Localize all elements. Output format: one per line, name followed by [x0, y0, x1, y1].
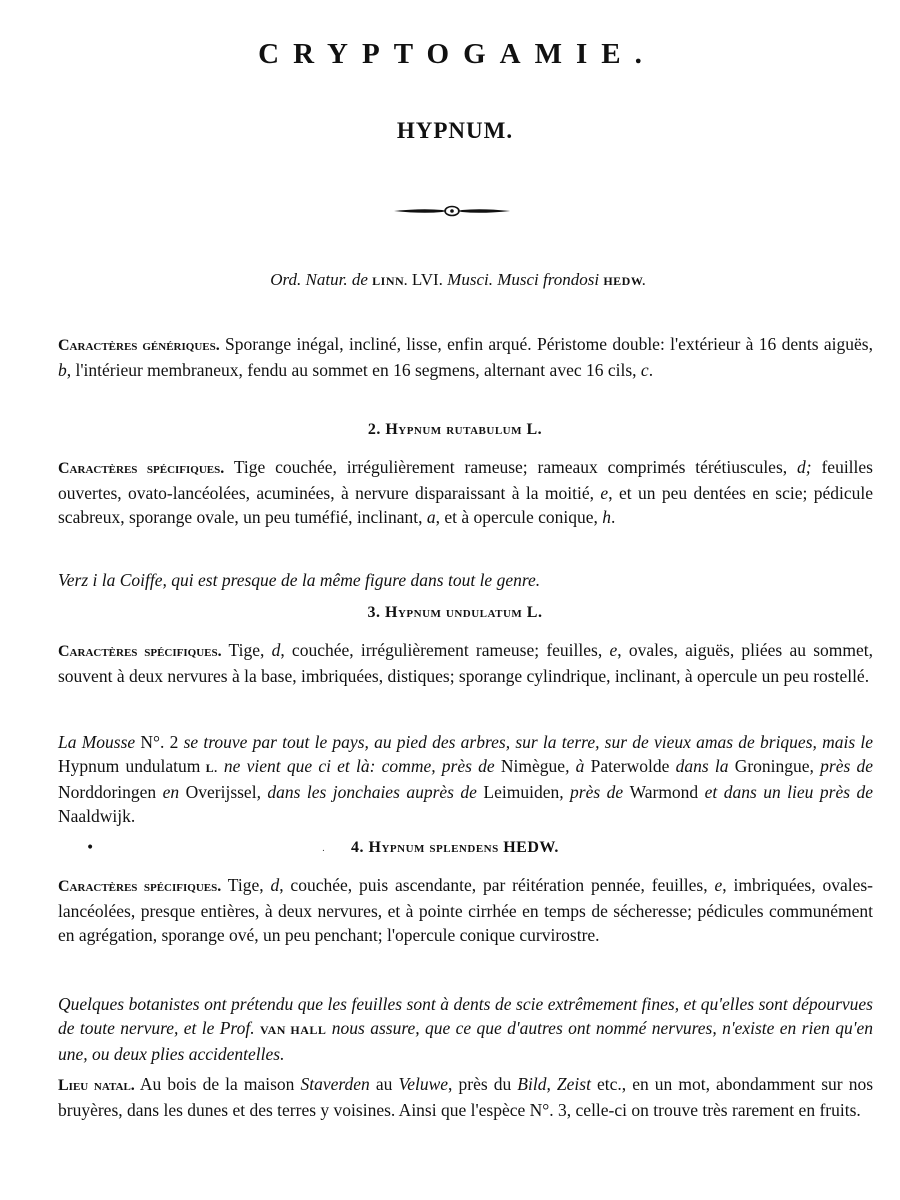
- place-name: Warmond: [629, 782, 699, 802]
- figure-ref: d: [271, 640, 281, 660]
- habitat-end: .: [130, 806, 136, 826]
- species-text: , et à opercule conique,: [435, 507, 603, 527]
- generic-text: Sporange inégal, incliné, lisse, enfin arqué. Péristome double: l'extérieur à 16 dents aiguës,: [219, 334, 873, 354]
- generic-label: Caractères génériques.: [58, 337, 220, 354]
- place-name: Naaldwijk: [58, 806, 131, 826]
- habitat-text: , à: [565, 756, 591, 776]
- habitat-text: en: [156, 782, 186, 802]
- habitat-text: ne vient que ci et là: comme, près de: [217, 756, 501, 776]
- habitat-text: , dans les jonchaies auprès de: [256, 782, 484, 802]
- generic-characters: [58, 332, 873, 382]
- species-text: , couchée, puis ascendante, par réitération pennée, feuilles,: [279, 875, 715, 895]
- place-name: Zeist: [556, 1074, 591, 1094]
- habitat-text: , près de: [559, 782, 630, 802]
- habitat-number: N°. 2: [140, 732, 179, 752]
- habitat-text: se trouve par tout le pays, au pied des arbres, sur la terre, sur de vieux amas de briques, mais le: [178, 732, 873, 752]
- place-name: Nimègue: [500, 756, 566, 776]
- habitat-text: , près de: [809, 756, 874, 776]
- species-text: , ovales, aiguës, pliées au sommet, souvent à deux nervures à la base, imbriquées, distiques; sporange cylindrique, inclinant, à opercule un peu rostellé.: [58, 640, 874, 686]
- figure-ref: b: [58, 360, 67, 380]
- place-name: Veluwe: [398, 1074, 449, 1094]
- species-heading-2: 2. Hypnum rutabulum L.: [367, 421, 543, 438]
- genus-title: HYPNUM.: [396, 118, 514, 143]
- species-text: Tige,: [221, 875, 271, 895]
- figure-ref: e: [600, 483, 609, 503]
- generic-text-2: , l'intérieur membraneux, fendu au sommet en 16 segmens, alternant avec 16 cils,: [66, 360, 641, 380]
- stray-speck: .: [322, 844, 325, 854]
- species-text: , couchée, irrégulièrement rameuse; feuilles,: [280, 640, 610, 660]
- figure-ref: e: [609, 640, 618, 660]
- figure-ref: h: [602, 507, 612, 527]
- lieu-text: etc., en un mot, abondamment sur nos bruyères, dans les dunes et des terres y voisines. Ainsi que l'espèce N°. 3, celle-ci on trouve très rarement en fruits.: [58, 1074, 874, 1120]
- lieu-natal: [58, 1072, 873, 1122]
- order-frondosi: Musci frondosi: [492, 270, 604, 289]
- place-name: Groningue: [734, 756, 810, 776]
- order-line: [0, 270, 900, 290]
- lieu-text: Au bois de la maison: [134, 1074, 301, 1094]
- lieu-label: Lieu natal.: [58, 1077, 135, 1094]
- species-4-note: [58, 992, 873, 1066]
- species-2-note: Verz i la Coiffe, qui est presque de la même figure dans tout le genre.: [58, 570, 541, 590]
- note-text: nous assure, que ce que d'autres ont nommé nervures, n'existe en rien qu'en une, ou deux plies accidentelles.: [58, 1018, 873, 1064]
- order-hedw: HEDW.: [603, 274, 646, 288]
- specific-label: Caractères spécifiques.: [58, 460, 225, 477]
- place-name: Norddoringen: [58, 782, 157, 802]
- species-2-characters: [58, 455, 873, 529]
- lieu-text: ,: [546, 1074, 557, 1094]
- species-text: , imbriquées, ovales-lancéolées, presque entières, à deux nervures, et à pointe cirrhée en temps de sécheresse; pédicules communément en agrégation, sporange ové, un peu penchant; l'opercule conique curvirostre.: [58, 875, 873, 945]
- habitat-author: L.: [200, 761, 218, 775]
- figure-ref: c: [640, 360, 649, 380]
- note-text: Quelques botanistes ont prétendu que les feuilles sont à dents de scie extrêmement fines, et qu'elles sont dépourvues de toute nervure, et le Prof.: [58, 994, 873, 1038]
- habitat-text: dans la: [669, 756, 735, 776]
- species-3-characters: [58, 638, 873, 688]
- place-name: Staverden: [300, 1074, 370, 1094]
- order-number: LVI.: [407, 270, 448, 289]
- figure-ref: e: [714, 875, 723, 895]
- place-name: Overijssel: [185, 782, 257, 802]
- order-linn: LINN.: [372, 274, 408, 288]
- figure-ref: d;: [797, 457, 812, 477]
- specific-label: Caractères spécifiques.: [58, 878, 222, 895]
- place-name: Paterwolde: [590, 756, 670, 776]
- generic-end: .: [648, 360, 654, 380]
- order-text: Ord. Natur. de: [270, 270, 373, 289]
- ornament-divider: [392, 204, 512, 218]
- habitat-note: [58, 730, 873, 828]
- note-author: VAN HALL: [259, 1023, 327, 1037]
- stray-bullet-mark: •: [86, 840, 95, 856]
- species-text: Tige couchée, irrégulièrement rameuse; rameaux comprimés térétiuscules,: [224, 457, 798, 477]
- order-musci: Musci.: [447, 270, 493, 289]
- species-text: feuilles ouvertes, ovato-lancéolées, acuminées, à nervure disparaissant à la moitié,: [58, 457, 873, 503]
- habitat-text: et dans un lieu près de: [698, 782, 873, 802]
- page-title: CRYPTOGAMIE.: [258, 38, 656, 70]
- species-text: Tige,: [221, 640, 272, 660]
- species-heading-4: 4. Hypnum splendens HEDW.: [351, 839, 559, 856]
- figure-ref: d: [270, 875, 280, 895]
- lieu-text: au: [369, 1074, 399, 1094]
- habitat-species: Hypnum undulatum: [58, 756, 201, 776]
- place-name: Leimuiden: [483, 782, 560, 802]
- species-text: , et un peu dentées en scie; pédicule scabreux, sporange ovale, un peu tuméfié, inclinant,: [58, 483, 873, 527]
- habitat-text: La Mousse: [58, 732, 141, 752]
- species-text: .: [611, 507, 616, 527]
- species-heading-3: 3. Hypnum undulatum L.: [367, 604, 543, 621]
- specific-label: Caractères spécifiques.: [58, 643, 222, 660]
- figure-ref: a: [426, 507, 436, 527]
- species-4-characters: [58, 873, 873, 947]
- place-name: Bild: [517, 1074, 547, 1094]
- lieu-text: , près du: [448, 1074, 518, 1094]
